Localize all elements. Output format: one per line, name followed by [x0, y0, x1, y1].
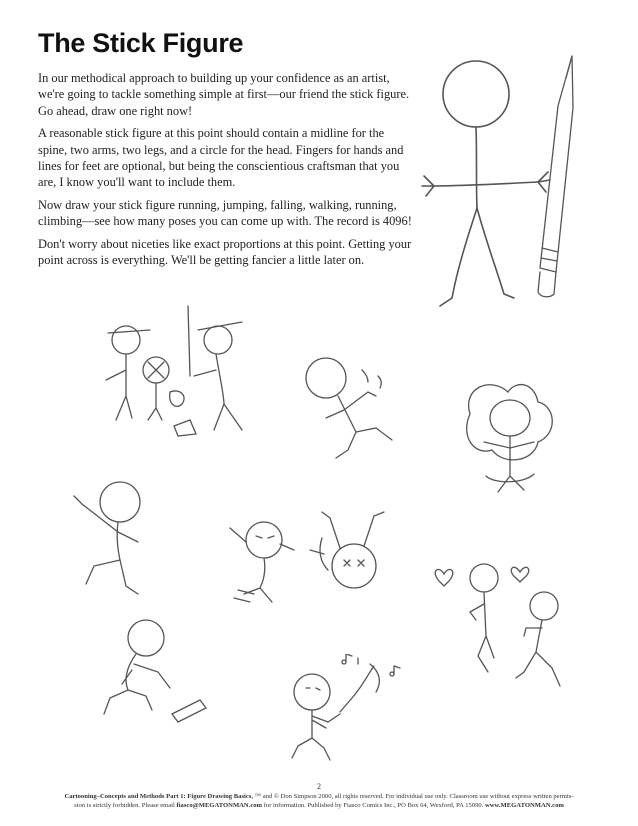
copyright-notice: [24, 792, 614, 810]
copyright-title: Cartooning–Concepts and Methods Part 1: Figure Drawing Basics,: [64, 793, 253, 800]
copyright-line2-start: sion is strictly forbidden. Please email: [74, 802, 177, 809]
website-link[interactable]: www.MEGATONMAN.com: [484, 802, 564, 809]
paragraph-proportions: Don't worry about niceties like exact proportions at this point. Getting your point across is everything. We'll be getting fancier a little later on.: [38, 236, 412, 268]
page-number: 2: [317, 782, 321, 791]
falling-figures-sketch: [224, 498, 394, 608]
paragraph-requirements: A reasonable stick figure at this point should contain a midline for the spine, two arms, two legs, and a circle for the head. Fingers for hands and lines for feet are optional, but being the conscientious craftsman that you are, I know you'll want to include them.: [38, 126, 404, 190]
couple-with-hearts-sketch: [432, 556, 592, 691]
stick-figure-with-pencil-illustration: [410, 36, 610, 326]
copyright-line1: ™ and © Don Simpson 2000, all rights reserved. For individual use only. Classroom use without express written permis-: [252, 793, 574, 800]
copyright-line2-mid: for information. Published by Fiasco Comics Inc., PO Box 64, Wexford, PA 15090.: [262, 802, 485, 809]
page-footer: [24, 782, 614, 810]
figure-with-heart-sketch: [454, 376, 564, 501]
email-link[interactable]: fiasco@MEGATONMAN.com: [176, 802, 263, 809]
paragraph-poses: Now draw your stick figure running, jumping, falling, walking, running, climbing—see how many poses you can come up with. The record is 4096!: [38, 197, 412, 229]
figure-playing-horn-sketch: [284, 654, 414, 766]
jumping-figure-sketch: [68, 474, 178, 599]
running-figure-sketch: [296, 352, 406, 462]
body-text: [38, 70, 416, 274]
page-title: The Stick Figure: [38, 28, 244, 58]
figure-with-log-sketch: [96, 614, 216, 724]
paragraph-intro: In our methodical approach to building up your confidence as an artist, we're going to tackle something simple at first—our friend the stick figure. Go ahead, draw one right now!: [38, 71, 410, 118]
sword-and-child-figures-sketch: [98, 300, 248, 445]
